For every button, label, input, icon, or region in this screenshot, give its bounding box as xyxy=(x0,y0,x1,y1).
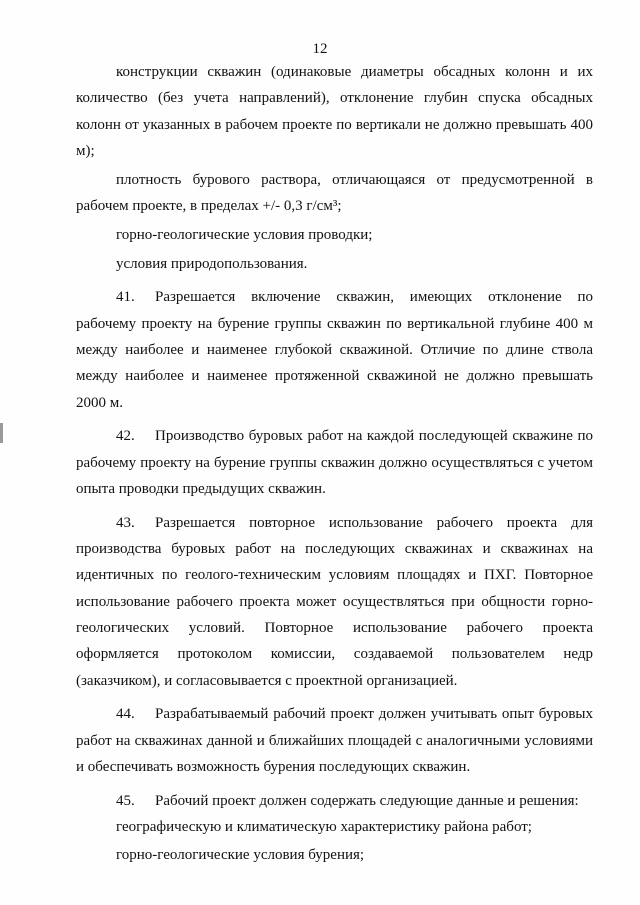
clause-45-text: Рабочий проект должен содержать следующие данные и решения: xyxy=(155,792,579,809)
page-number: 12 xyxy=(312,41,328,57)
paragraph-geology-conditions: горно-геологические условия проводки; xyxy=(116,226,373,243)
document-body xyxy=(76,59,593,871)
clause-42-number: 42. xyxy=(116,428,135,445)
clause-42 xyxy=(76,423,593,502)
clause-45-item-geology: горно-геологические условия бурения; xyxy=(116,847,365,864)
clause-41-text: Разрешается включение скважин, имеющих отклонение по рабочему проекту на бурение группы скважин по вертикальной глубине 400 м между наиболее и наименее глубокой скважиной. Отличие по длине ствола между наиболее и наименее протяженной скважиной не должно превышать 2000 м. xyxy=(76,289,593,411)
clause-44 xyxy=(76,701,593,780)
paragraph-nature-use: условия природопользования. xyxy=(116,255,308,272)
clause-43-number: 43. xyxy=(116,514,135,531)
clause-45-number: 45. xyxy=(116,792,135,809)
clause-44-number: 44. xyxy=(116,706,135,723)
clause-43 xyxy=(76,510,593,694)
clause-43-text: Разрешается повторное использование рабочего проекта для производства буровых работ на последующих скважинах и скважинах на идентичных по геолого-техническим условиям площадях и ПХГ. Повторное использование рабочего проекта может осуществляться при общности горно-геологических условий. Повторное использование рабочего проекта оформляется протоколом комиссии, создаваемой пользователем недр (заказчиком), и согласовывается с проектной организацией. xyxy=(76,514,593,689)
clause-42-text: Производство буровых работ на каждой последующей скважине по рабочему проекту на бурение группы скважин должно осуществляться с учетом опыта проводки предыдущих скважин. xyxy=(76,428,593,497)
clause-45 xyxy=(76,788,593,814)
clause-41-number: 41. xyxy=(116,289,135,306)
paragraph-well-design: конструкции скважин (одинаковые диаметры обсадных колонн и их количество (без учета направлений), отклонение глубин спуска обсадных колонн от указанных в рабочем проекте по вертикали не должно превышать 400 м); xyxy=(76,64,593,159)
clause-44-text: Разрабатываемый рабочий проект должен учитывать опыт буровых работ на скважинах данной и ближайших площадей с аналогичными условиями и обеспечивать возможность бурения последующих скважин. xyxy=(76,706,593,775)
scan-edge-mark xyxy=(0,423,3,443)
clause-41 xyxy=(76,284,593,415)
paragraph-mud-density: плотность бурового раствора, отличающаяся от предусмотренной в рабочем проекте, в пределах +/- 0,3 г/см³; xyxy=(76,171,593,214)
clause-45-item-geography: географическую и климатическую характеристику района работ; xyxy=(116,819,532,836)
